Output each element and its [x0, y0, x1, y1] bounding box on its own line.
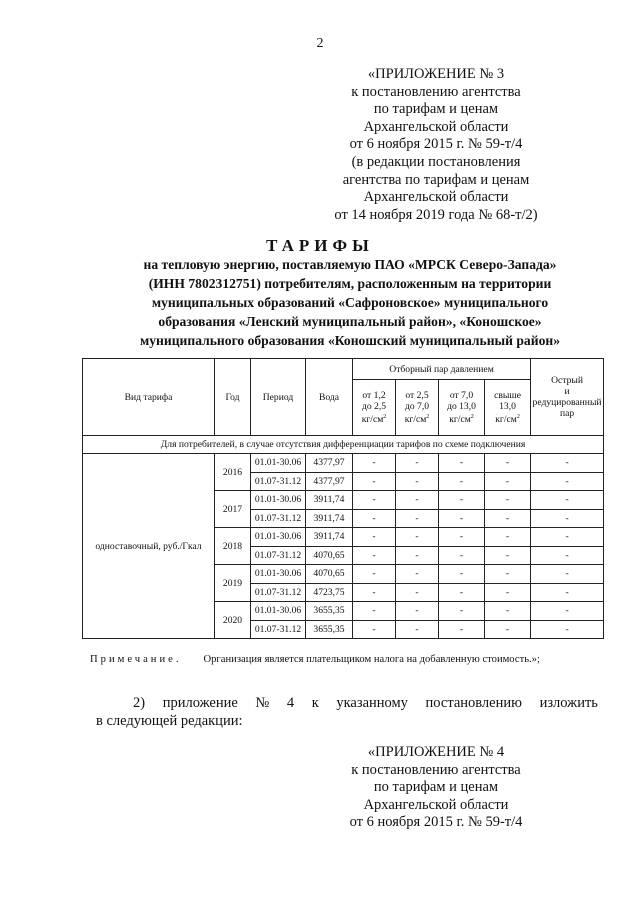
amendment-paragraph [96, 694, 598, 730]
header-sharp-line: редуцированный [532, 397, 602, 408]
steam-range-line: свыше [494, 389, 521, 401]
subtitle-line: муниципального образования «Коношский муниципальный район» [139, 333, 560, 348]
sharp-steam-value-cell: - [531, 565, 604, 584]
steam-range-line: до 7,0 [404, 400, 430, 412]
header-steam-group: Отборный пар давлением [353, 359, 531, 380]
appendix-line: от 14 ноября 2019 года № 68-т/2) [334, 206, 538, 223]
steam-value-cell: - [439, 583, 485, 602]
period-cell: 01.07-31.12 [251, 546, 306, 565]
steam-value-cell: - [439, 472, 485, 491]
steam-value-cell: - [439, 565, 485, 584]
note-text: Организация является плательщиком налога на добавленную стоимость.»; [203, 654, 540, 665]
year-cell: 2018 [215, 528, 251, 565]
subtitle-line: на тепловую энергию, поставляемую ПАО «МРСК Северо-Запада» [143, 257, 557, 272]
document-subtitle [100, 255, 600, 350]
steam-value-cell: - [485, 472, 531, 491]
sharp-steam-value-cell: - [531, 602, 604, 621]
steam-range-line: от 7,0 [449, 389, 474, 401]
period-cell: 01.01-30.06 [251, 454, 306, 473]
period-cell: 01.01-30.06 [251, 602, 306, 621]
table-note [90, 654, 540, 665]
steam-value-cell: - [396, 472, 439, 491]
steam-value-cell: - [485, 528, 531, 547]
document-title: ТАРИФЫ [266, 236, 374, 255]
sharp-steam-value-cell: - [531, 583, 604, 602]
paragraph-word: указанному [336, 695, 408, 711]
steam-value-cell: - [485, 491, 531, 510]
header-steam-1 [353, 380, 396, 436]
header-period: Период [251, 359, 306, 436]
steam-unit: $кг/см^2$ [449, 413, 474, 426]
steam-value-cell: - [439, 546, 485, 565]
water-value-cell: 4377,97 [306, 454, 353, 473]
steam-value-cell: - [396, 620, 439, 639]
steam-value-cell: - [439, 620, 485, 639]
appendix-line: агентства по тарифам и ценам [342, 171, 530, 188]
steam-value-cell: - [485, 454, 531, 473]
appendix-4-header [306, 744, 566, 832]
paragraph-word: к [311, 695, 319, 711]
steam-unit: $кг/см^2$ [495, 413, 520, 426]
table-row [83, 454, 604, 473]
steam-value-cell: - [353, 620, 396, 639]
period-cell: 01.01-30.06 [251, 491, 306, 510]
steam-range-line: до 2,5 [361, 400, 387, 412]
period-cell: 01.01-30.06 [251, 565, 306, 584]
appendix-line: Архангельской области [363, 189, 509, 206]
header-steam-4 [485, 380, 531, 436]
steam-value-cell: - [485, 565, 531, 584]
header-sharp-line: пар [559, 408, 575, 419]
sharp-steam-value-cell: - [531, 620, 604, 639]
paragraph-word: изложить [539, 695, 598, 711]
appendix-line: от 6 ноября 2015 г. № 59-т/4 [349, 814, 523, 831]
steam-range-line: 13,0 [499, 400, 516, 412]
appendix-line: от 6 ноября 2015 г. № 59-т/4 [349, 136, 523, 153]
sharp-steam-value-cell: - [531, 454, 604, 473]
paragraph-word: 2) [133, 695, 146, 711]
steam-range-line: от 1,2 [362, 389, 386, 401]
subtitle-line: образования «Ленский муниципальный район», «Коношское» [158, 314, 542, 329]
steam-unit: $кг/см^2$ [404, 413, 430, 426]
page-number: 2 [316, 36, 324, 51]
header-year: Год [215, 359, 251, 436]
steam-value-cell: - [396, 602, 439, 621]
steam-value-cell: - [439, 509, 485, 528]
water-value-cell: 4723,75 [306, 583, 353, 602]
appendix-line: по тарифам и ценам [373, 101, 499, 118]
steam-range-line: до 13,0 [447, 400, 476, 412]
appendix-line: к постановлению агентства [351, 83, 521, 100]
steam-value-cell: - [439, 491, 485, 510]
steam-value-cell: - [396, 583, 439, 602]
steam-value-cell: - [485, 602, 531, 621]
steam-value-cell: - [353, 583, 396, 602]
year-cell: 2020 [215, 602, 251, 639]
steam-unit: $кг/см^2$ [361, 413, 387, 426]
water-value-cell: 3911,74 [306, 528, 353, 547]
paragraph-word: 4 [286, 695, 295, 711]
steam-value-cell: - [353, 491, 396, 510]
sharp-steam-value-cell: - [531, 472, 604, 491]
year-cell: 2016 [215, 454, 251, 491]
section-label: Для потребителей, в случае отсутствия дифференциации тарифов по схеме подключения [83, 436, 604, 454]
steam-value-cell: - [353, 454, 396, 473]
subtitle-line: муниципальных образований «Сафроновское» муниципального [151, 295, 549, 310]
appendix-line: к постановлению агентства [351, 761, 521, 778]
water-value-cell: 4070,65 [306, 546, 353, 565]
paragraph-word: приложение [162, 695, 238, 711]
appendix-line: по тарифам и ценам [373, 779, 499, 796]
steam-value-cell: - [485, 546, 531, 565]
steam-range-line: от 2,5 [405, 389, 429, 401]
period-cell: 01.07-31.12 [251, 583, 306, 602]
steam-value-cell: - [485, 583, 531, 602]
appendix-line: Архангельской области [363, 796, 509, 813]
period-cell: 01.07-31.12 [251, 509, 306, 528]
appendix-3-header [306, 66, 566, 224]
steam-value-cell: - [353, 509, 396, 528]
water-value-cell: 3911,74 [306, 509, 353, 528]
water-value-cell: 3655,35 [306, 602, 353, 621]
sharp-steam-value-cell: - [531, 546, 604, 565]
sharp-steam-value-cell: - [531, 509, 604, 528]
steam-value-cell: - [396, 528, 439, 547]
steam-value-cell: - [353, 565, 396, 584]
steam-value-cell: - [353, 546, 396, 565]
steam-value-cell: - [396, 509, 439, 528]
tariffs-table [82, 358, 604, 639]
paragraph-line-1 [96, 694, 598, 712]
steam-value-cell: - [396, 491, 439, 510]
header-steam-2 [396, 380, 439, 436]
steam-value-cell: - [353, 472, 396, 491]
water-value-cell: 3911,74 [306, 491, 353, 510]
header-steam-3 [439, 380, 485, 436]
header-sharp-steam [531, 359, 604, 436]
period-cell: 01.07-31.12 [251, 472, 306, 491]
paragraph-line-2: в следующей редакции: [96, 713, 243, 729]
steam-value-cell: - [439, 454, 485, 473]
subtitle-line: (ИНН 7802312751) потребителям, расположенным на территории [148, 276, 552, 291]
header-tariff-type: Вид тарифа [83, 359, 215, 436]
tariff-type-cell: одноставочный, руб./Гкал [83, 454, 215, 639]
steam-value-cell: - [353, 602, 396, 621]
paragraph-word: постановлению [425, 695, 522, 711]
water-value-cell: 4070,65 [306, 565, 353, 584]
steam-value-cell: - [353, 528, 396, 547]
note-label: Примечание. [90, 654, 182, 665]
steam-value-cell: - [396, 546, 439, 565]
appendix-line: (в редакции постановления [351, 153, 521, 170]
header-sharp-line: Острый [551, 375, 583, 386]
steam-value-cell: - [439, 528, 485, 547]
steam-value-cell: - [485, 509, 531, 528]
period-cell: 01.01-30.06 [251, 528, 306, 547]
steam-value-cell: - [396, 454, 439, 473]
year-cell: 2017 [215, 491, 251, 528]
paragraph-word: № [255, 695, 270, 711]
water-value-cell: 3655,35 [306, 620, 353, 639]
sharp-steam-value-cell: - [531, 491, 604, 510]
steam-value-cell: - [396, 565, 439, 584]
period-cell: 01.07-31.12 [251, 620, 306, 639]
water-value-cell: 4377,97 [306, 472, 353, 491]
header-sharp-line: и [564, 386, 570, 397]
header-water: Вода [306, 359, 353, 436]
sharp-steam-value-cell: - [531, 528, 604, 547]
appendix-line: «ПРИЛОЖЕНИЕ № 4 [367, 744, 505, 760]
appendix-line: «ПРИЛОЖЕНИЕ № 3 [367, 66, 505, 82]
year-cell: 2019 [215, 565, 251, 602]
steam-value-cell: - [485, 620, 531, 639]
appendix-line: Архангельской области [363, 118, 509, 135]
steam-value-cell: - [439, 602, 485, 621]
